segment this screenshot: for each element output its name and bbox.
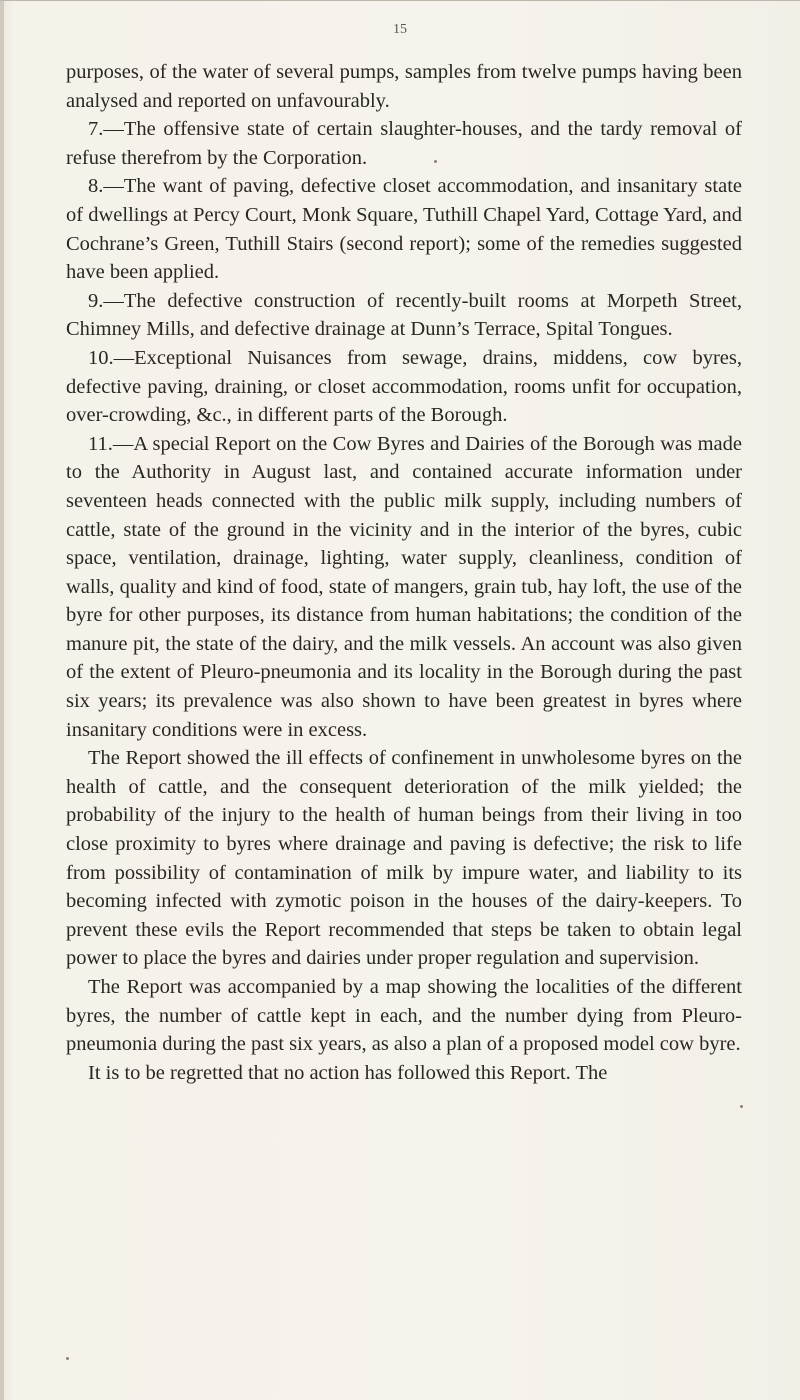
page-top-edge (0, 0, 800, 8)
paragraph-regret: It is to be regretted that no action has followed this Report. The (88, 1061, 608, 1084)
paragraph-continuation: purposes, of the water of several pumps, samples from twelve pumps having been analysed and reported on unfavourably. (66, 61, 742, 112)
paper-speck (740, 1105, 743, 1108)
paragraph-item-8: 8.—The want of paving, defective closet accommodation, and insanitary state of dwellings at Percy Court, Monk Square, Tuthill Chapel Yard, Cottage Yard, and Cochrane’s Green, Tuthill Stairs (second report); some of the remedies suggested have been applied. (66, 175, 742, 284)
paragraph-item-7: 7.—The offensive state of certain slaughter-houses, and the tardy removal of refuse therefrom by the Corporation. (66, 118, 742, 169)
paragraph-item-11: 11.—A special Report on the Cow Byres and Dairies of the Borough was made to the Authority in August last, and contained accurate information under seventeen heads connected with the public milk supply, including numbers of cattle, state of the ground in the vicinity and in the interior of the byres, cubic space, ventilation, drainage, lighting, water supply, cleanliness, condition of walls, quality and kind of food, state of mangers, grain tub, hay loft, the use of the byre for other purposes, its distance from human habitations; the condition of the manure pit, the state of the dairy, and the milk vessels. An account was also given of the extent of Pleuro-pneumonia and its locality in the Borough during the past six years; its prevalence was also shown to have been greatest in byres where insanitary conditions were in excess. (66, 432, 742, 741)
paragraph-item-9: 9.—The defective construction of recently-built rooms at Morpeth Street, Chimney Mills, and defective drainage at Dunn’s Terrace, Spital Tongues. (66, 289, 742, 341)
paragraph-item-10: 10.—Exceptional Nuisances from sewage, drains, middens, cow byres, defective paving, draining, or closet accommodation, rooms unfit for occupation, over-crowding, &c., in different parts of the Borough. (66, 346, 742, 427)
paragraph-report-map: The Report was accompanied by a map showing the localities of the different byres, the number of cattle kept in each, and the number dying from Pleuro-pneumonia during the past six years, as also a plan of a proposed model cow byre. (66, 976, 742, 1056)
paper-speck (434, 160, 437, 163)
page-left-edge (0, 0, 4, 1400)
paragraph-report-effects: The Report showed the ill effects of confinement in unwholesome byres on the health of cattle, and the consequent deterioration of the milk yielded; the probability of the injury to the health of human beings from their living in too close proximity to byres where drainage and paving is defective; the risk to life from possibility of contamination of milk by impure water, and liability to its becoming infected with zymotic poison in the houses of the dairy-keepers. To prevent these evils the Report recommended that steps be taken to obtain legal power to place the byres and dairies under proper regulation and supervision. (66, 747, 742, 970)
page-number: 15 (393, 22, 407, 37)
body-text (66, 58, 742, 1087)
paper-speck (66, 1357, 69, 1360)
